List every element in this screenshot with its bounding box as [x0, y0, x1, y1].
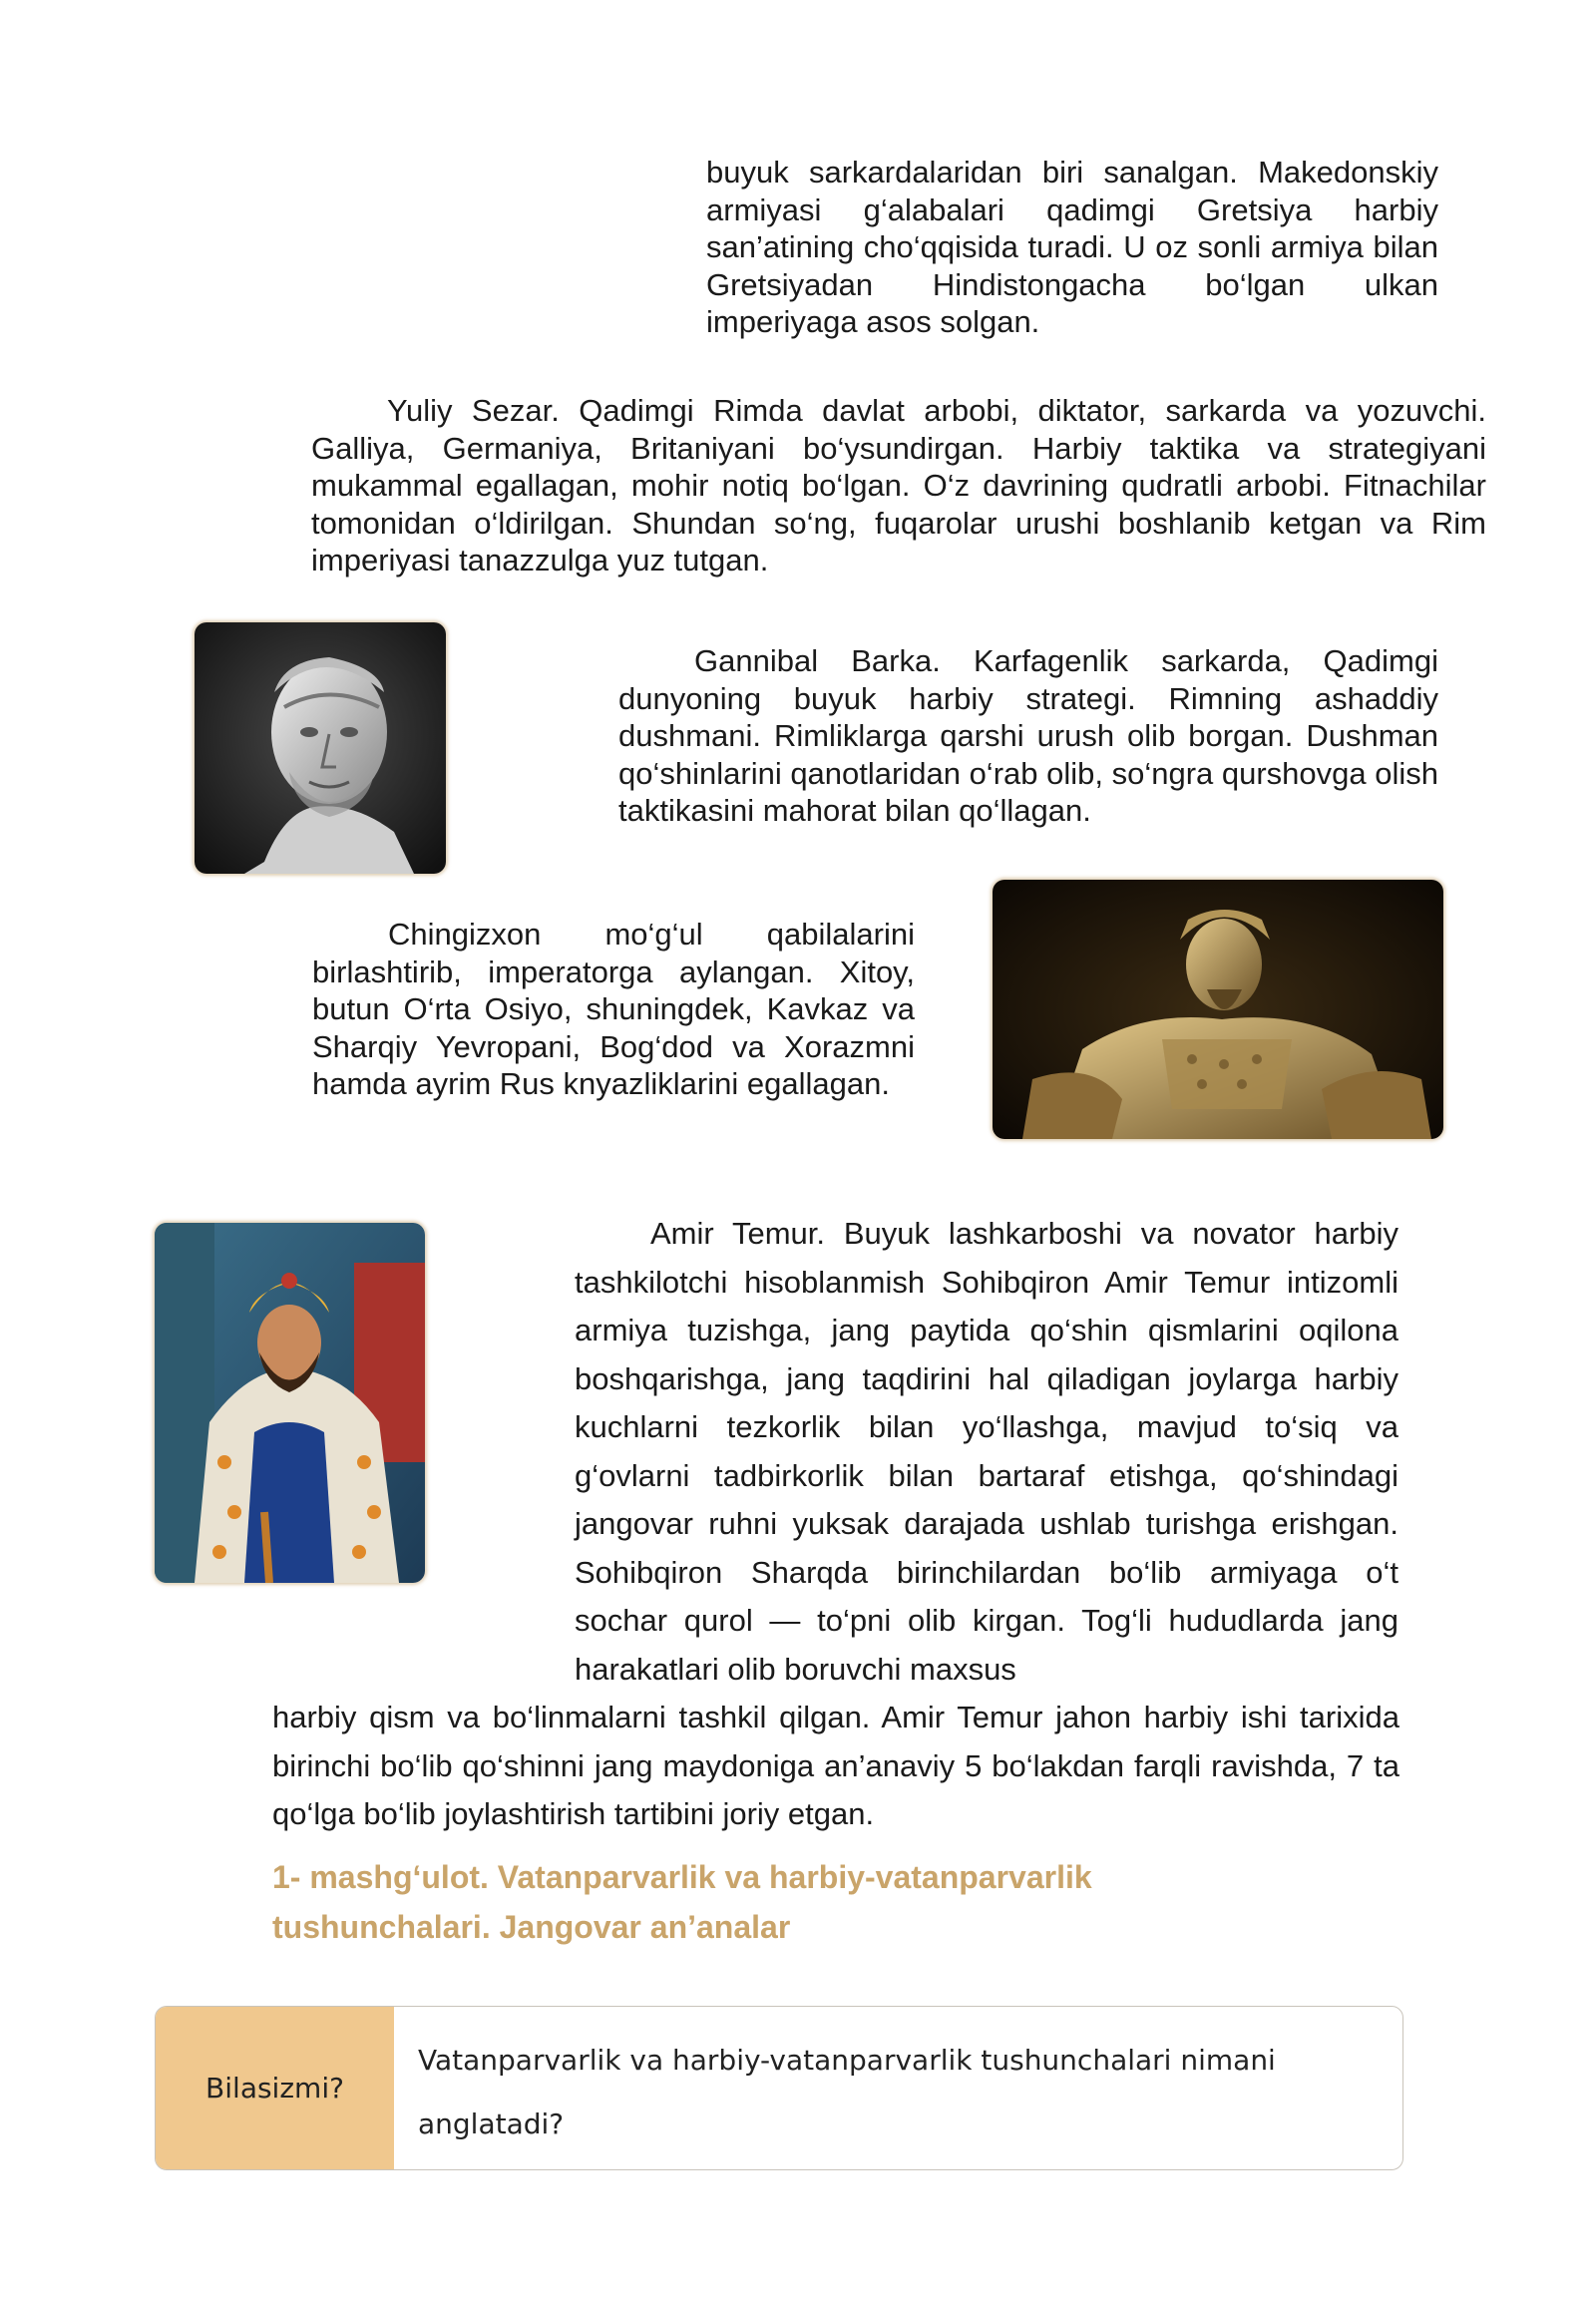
- genghis-khan-portrait-image: [993, 880, 1443, 1139]
- lesson-heading-line-2: tushunchalari. Jangovar an’analar: [272, 1909, 791, 1945]
- callout-label: Bilasizmi?: [156, 2007, 394, 2169]
- paragraph-alexander-continuation: buyuk sarkardalaridan biri sanalgan. Makedonskiy armiyasi g‘alabalari qadimgi Gretsiya harbiy san’atining cho‘qqisida turadi. U oz sonli armiya bilan Gretsiyadan Hindistongacha bo‘lgan ulkan imperiyaga asos solgan.: [706, 155, 1438, 339]
- callout-question: Vatanparvarlik va harbiy-vatanparvarlik tushunchalari nimani anglatadi?: [418, 2044, 1276, 2140]
- lesson-heading-line-1: 1- mashg‘ulot. Vatanparvarlik va harbiy-vatanparvarlik: [272, 1859, 1092, 1895]
- paragraph-amir-temur: Amir Temur. Buyuk lashkarboshi va novator harbiy tashkilotchi hisoblanmish Sohibqiron Amir Temur intizomli armiya tuzishga, jang paytida qo‘shin qismlarini oqilona boshqarishga, jang taqdirini hal qiladigan joylarga harbiy kuchlarni tezkorlik bilan yo‘llashga, mavjud to‘siq va g‘ovlarni tadbirkorlik bilan bartaraf etishga, qo‘shindagi jangovar ruhni yuksak darajada ushlab turishga erishgan. Sohibqiron Sharqda birinchilardan bo‘lib armiyaga o‘t sochar qurol — to‘pni olib kirgan. Tog‘li hududlarda jang harakatlari olib boruvchi maxsus: [575, 1216, 1398, 1687]
- paragraph-genghis-khan: Chingizxon mo‘g‘ul qabilalarini birlashtirib, imperatorga aylangan. Xitoy, butun O‘rta Osiyo, shuningdek, Kavkaz va Sharqiy Yevropani, Bog‘dod va Xorazmni hamda ayrim Rus knyazliklarini egallagan.: [312, 917, 915, 1101]
- genghis-khan-statue-icon: [993, 880, 1443, 1139]
- amir-temur-portrait-image: [155, 1223, 425, 1583]
- did-you-know-callout: [155, 2006, 1403, 2170]
- amir-temur-painting-icon: [155, 1223, 425, 1583]
- lesson-heading: [272, 1852, 1270, 1952]
- hannibal-portrait-image: [195, 622, 446, 874]
- paragraph-julius-caesar: Yuliy Sezar. Qadimgi Rimda davlat arbobi, diktator, sarkarda va yozuvchi. Galliya, Germaniya, Britaniyani bo‘ysundirgan. Harbiy taktika va strategiyani mukammal egallagan, mohir notiq bo‘lgan. O‘z davrining qudratli arbobi. Fitnachilar tomonidan o‘ldirilgan. Shundan so‘ng, fuqarolar urushi boshlanib ketgan va Rim imperiyasi tanazzulga yuz tutgan.: [311, 393, 1486, 577]
- paragraph-amir-temur-continuation: harbiy qism va bo‘linmalarni tashkil qilgan. Amir Temur jahon harbiy ishi tarixida birinchi bo‘lib qo‘shinni jang maydoniga an’anaviy 5 bo‘lakdan farqli ravishda, 7 ta qo‘lga bo‘lib joylashtirish tartibini joriy etgan.: [272, 1700, 1399, 1831]
- paragraph-hannibal-barca: Gannibal Barka. Karfagenlik sarkarda, Qadimgi dunyoning buyuk harbiy strategi. Rimning ashaddiy dushmani. Rimliklarga qarshi urush olib borgan. Dushman qo‘shinlarini qanotlaridan o‘rab olib, so‘ngra qurshovga olish taktikasini mahorat bilan qo‘llagan.: [618, 643, 1439, 828]
- hannibal-bust-icon: [195, 622, 446, 874]
